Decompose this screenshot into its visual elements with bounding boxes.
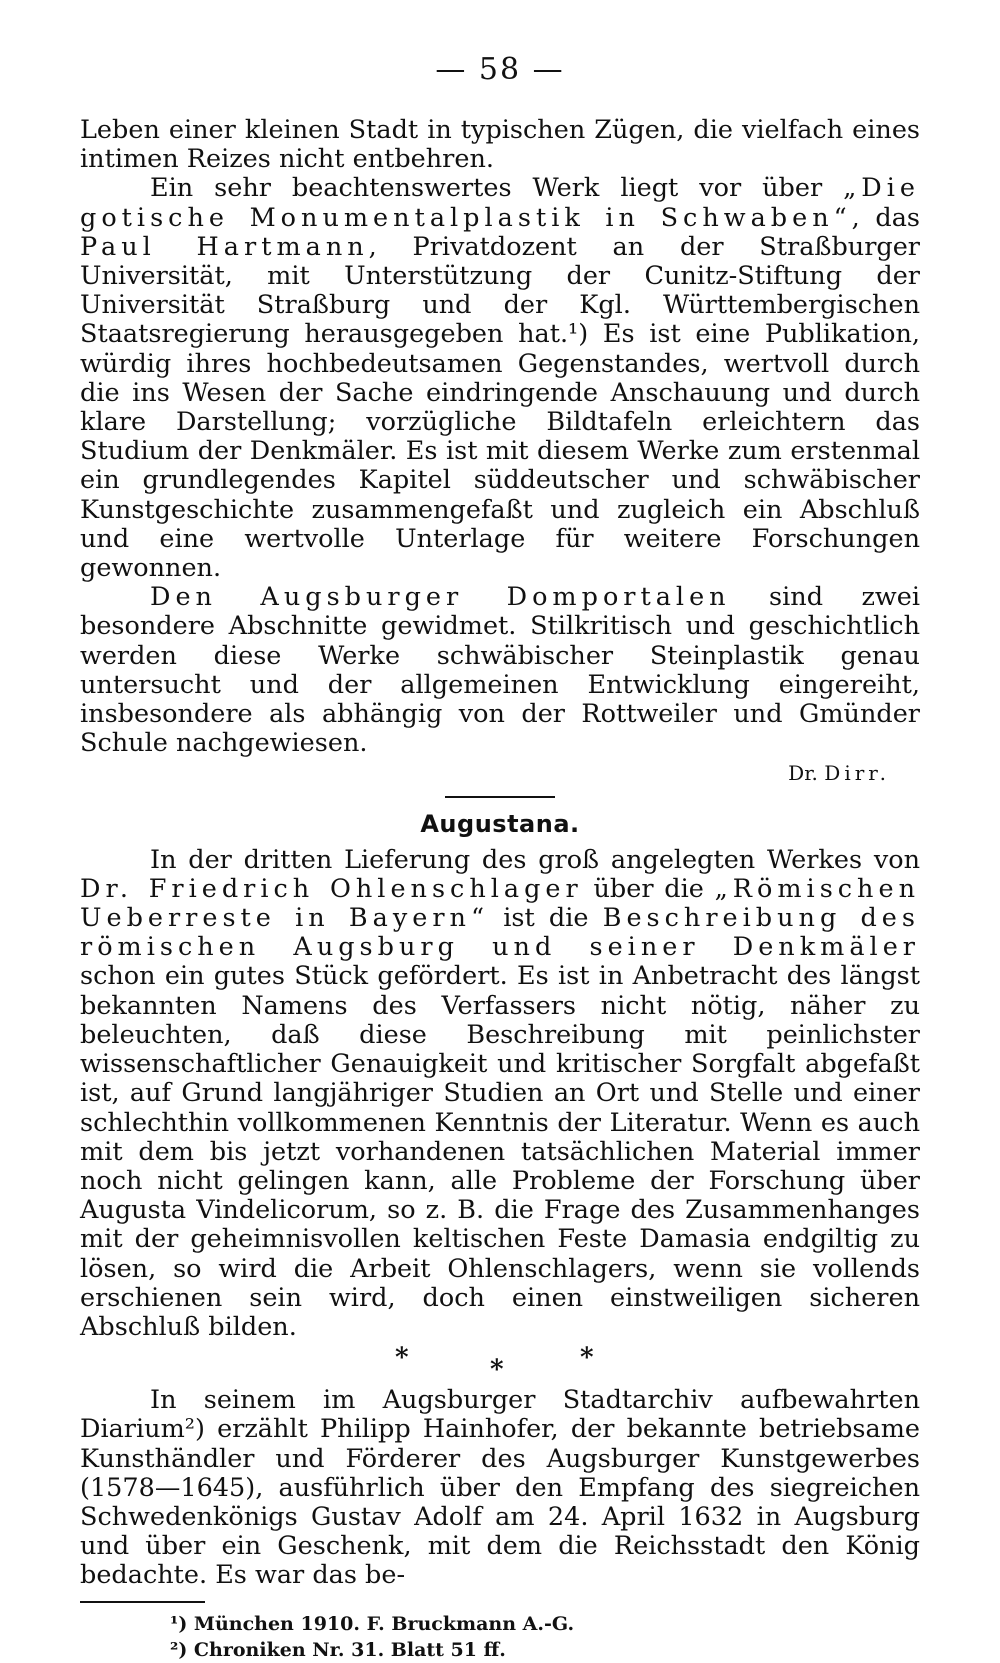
signature-prefix: Dr. <box>788 761 825 786</box>
paragraph-gotische-plastik <box>80 174 920 583</box>
text-run: schon ein gutes Stück gefördert. Es ist in Anbetracht des längst bekannten Namens des Verfassers nicht nötig, näher zu beleuchten, daß diese Beschreibung mit peinlichster wissenschaftlicher Genauigkeit und kritischer Sorgfalt abgefaßt ist, auf Grund langjähriger Studien an Ort und Stelle und einer schlechthin vollkommenen Kenntnis der Literatur. Wenn es auch mit dem bis jetzt vorhandenen tatsächlichen Material immer noch nicht gelingen kann, alle Probleme der Forschung über Augusta Vindelicorum, so z. B. die Frage des Zusammenhanges mit der geheimnisvollen keltischen Feste Damasia endgiltig zu lösen, so wird die Arbeit Ohlenschlagers, wenn sie vollends erschienen sein wird, doch einen einstweiligen sicheren Abschluß bilden. <box>80 961 920 1342</box>
footnote-text: München 1910. F. Bruckmann A.-G. <box>187 1612 575 1635</box>
text-run: sind zwei besondere Abschnitte gewidmet. Stilkritisch und geschichtlich werden diese Werke schwäbischer Steinplastik genau untersucht und der allgemeinen Entwicklung eingereiht, insbesondere als abhängig von der Rottweiler und Gmünder Schule nachgewiesen. <box>80 582 920 759</box>
text-run: über die <box>582 873 715 904</box>
footnote-mark: ¹) <box>170 1612 188 1635</box>
page-number: — 58 — <box>435 52 565 87</box>
paragraph-hainhofer: In seinem im Augsburger Stadtarchiv aufbewahrten Diarium²) erzählt Philipp Hainhofer, der bekannte betriebsame Kunsthändler und Förderer des Augsburger Kunstgewerbes (1578—1645), ausführlich über den Empfang des siegreichen Schwedenkönigs Gustav Adolf am 24. April 1632 in Augsburg und über ein Geschenk, mit dem die Reichsstadt den König bedachte. Es war das be- <box>80 1385 920 1591</box>
footnote <box>170 1637 920 1663</box>
star: * <box>395 1343 409 1374</box>
book-title: „Die gotische Monumentalplastik in Schwaben“ <box>80 173 920 233</box>
signature-name: Dirr. <box>824 761 890 786</box>
text-run: In der dritten Lieferung des groß angelegten Werkes von <box>150 844 920 875</box>
paragraph-domportale <box>80 583 920 758</box>
star: * <box>580 1343 594 1374</box>
book-title: „Römischen Ueberreste in Bayern“ <box>80 873 920 934</box>
paragraph-augustana <box>80 846 920 1342</box>
author-name: Paul Hartmann <box>80 231 369 262</box>
book-subtitle: Beschreibung des römischen Augsburg und seiner Denkmäler <box>80 903 920 963</box>
paragraph-continuation: Leben einer kleinen Stadt in typischen Zügen, die vielfach eines intimen Reizes nicht entbehren. <box>80 115 920 175</box>
author-name: Dr. Friedrich Ohlenschlager <box>80 873 583 904</box>
star: * <box>490 1355 504 1386</box>
text-run: , das <box>851 202 920 233</box>
star-separator <box>80 1342 920 1386</box>
footnote-mark: ²) <box>170 1638 188 1661</box>
footnote-divider <box>80 1601 205 1603</box>
signature <box>80 758 920 788</box>
section-heading: Augustana. <box>420 810 580 839</box>
footnote <box>170 1611 920 1637</box>
footnote-text: Chroniken Nr. 31. Blatt 51 ff. <box>187 1638 506 1661</box>
section-divider <box>445 796 555 798</box>
text-run: Ein sehr beachtenswertes Werk liegt vor über <box>150 173 844 204</box>
text-run: , Privatdozent an der Straßburger Universität, mit Unterstützung der Cunitz-Stiftung der Universität Straßburg und der Kgl. Württembergischen Staatsregierung herausgegeben hat.¹) Es ist eine Publikation, würdig ihres hochbedeutsamen Gegenstandes, wertvoll durch die ins Wesen der Sache eindringende Anschauung und durch klare Darstellung; vorzügliche Bildtafeln erleichtern das Studium der Denkmäler. Es ist mit diesem Werke zum erstenmal ein grundlegendes Kapitel süddeutscher und schwäbischer Kunstgeschichte zusammengefaßt und zugleich ein Abschluß und eine wertvolle Unterlage für weitere Forschungen gewonnen. <box>80 231 920 584</box>
page-body <box>80 116 920 1663</box>
footnotes <box>80 1611 920 1663</box>
section-subject: Den Augsburger Domportalen <box>150 582 731 613</box>
text-run: ist die <box>489 903 603 934</box>
